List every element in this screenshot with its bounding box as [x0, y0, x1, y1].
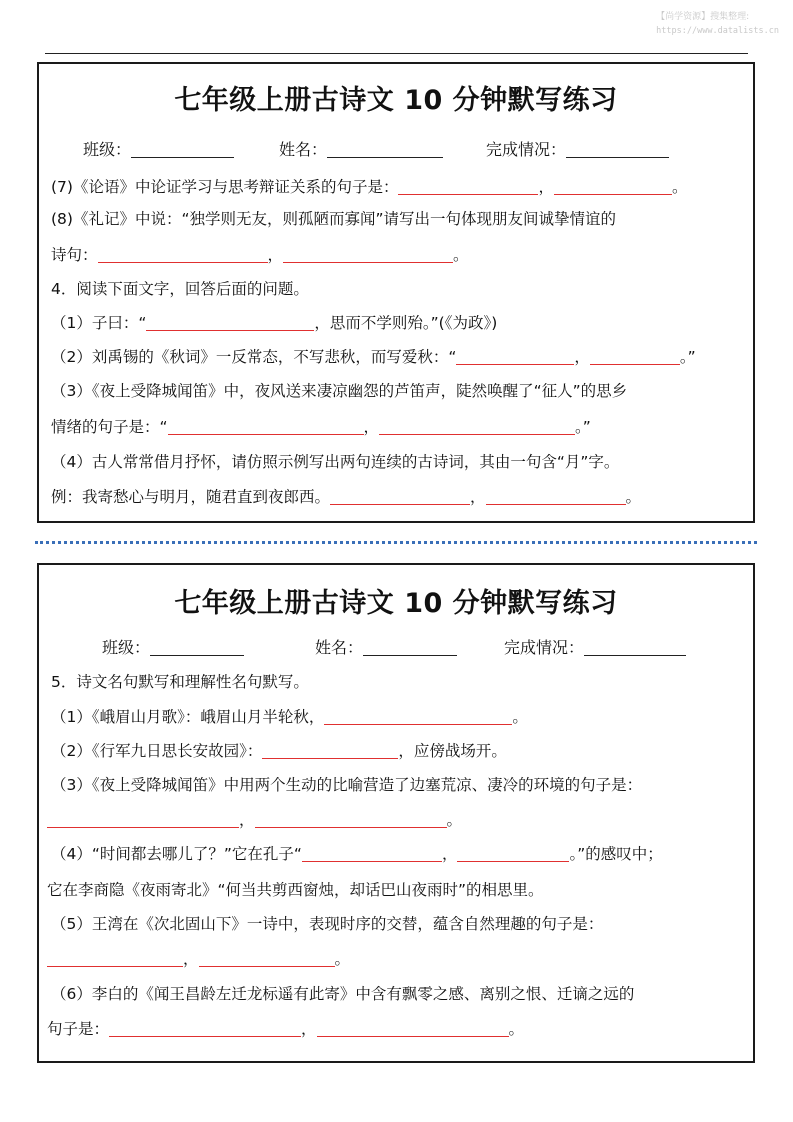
- question-text: 例：我寄愁心与明月，随君直到夜郎西。: [51, 488, 331, 506]
- answer-blank[interactable]: [302, 847, 442, 862]
- punct-quote-period: 。”: [679, 348, 696, 366]
- status-label: 完成情况：: [486, 140, 567, 159]
- name-blank[interactable]: [327, 143, 443, 158]
- answer-blank[interactable]: [590, 350, 680, 365]
- status-label: 完成情况：: [504, 638, 585, 657]
- answer-blank[interactable]: [330, 490, 470, 505]
- question-4-1: [51, 311, 497, 333]
- answer-blank[interactable]: [47, 952, 183, 967]
- answer-blank[interactable]: [457, 847, 569, 862]
- worksheet-title: 七年级上册古诗文 10 分钟默写练习: [174, 85, 618, 116]
- answer-blank[interactable]: [255, 813, 447, 828]
- question-text: （1）《峨眉山月歌》：峨眉山月半轮秋，: [51, 708, 325, 726]
- punct-comma: ，: [239, 811, 255, 829]
- question-text: 诗句：: [51, 246, 98, 264]
- answer-blank[interactable]: [199, 952, 335, 967]
- worksheet-card-2: [37, 563, 755, 1063]
- class-blank[interactable]: [131, 143, 234, 158]
- question-4-4-answer: [51, 485, 641, 507]
- question-5-2: [51, 739, 507, 761]
- question-text: ，应傍战场开。: [398, 742, 507, 760]
- question-text: 情绪的句子是：“: [51, 418, 168, 436]
- answer-blank[interactable]: [146, 316, 314, 331]
- question-text: （3）《夜上受降城闻笛》中，夜风送来凄凉幽怨的芦笛声，陡然唤醒了“征人”的思乡: [51, 382, 628, 400]
- punct-comma: ，: [441, 845, 458, 863]
- question-text: （5）王湾在《次北固山下》一诗中，表现时序的交替，蕴含自然理趣的句子是：: [51, 915, 604, 933]
- question-8: [51, 207, 616, 229]
- question-4-heading: 4．阅读下面文字，回答后面的问题。: [51, 280, 309, 298]
- punct-period: 。: [671, 178, 688, 196]
- name-field: [279, 137, 443, 160]
- punct-period: 。: [569, 845, 578, 863]
- punct-comma: ，: [363, 418, 380, 436]
- header-rule: [45, 53, 748, 54]
- punct-comma: ，: [574, 348, 590, 366]
- question-5-5-answer: [47, 947, 350, 969]
- question-text: （1）子曰：“: [51, 314, 147, 332]
- class-field: [102, 635, 244, 658]
- question-text: ”的感叹中；: [577, 845, 663, 863]
- punct-period: 。: [508, 1020, 525, 1038]
- status-blank[interactable]: [566, 143, 669, 158]
- question-5-3: [51, 773, 642, 795]
- question-text: （4）“时间都去哪儿了？”它在孔子“: [51, 845, 302, 863]
- answer-blank[interactable]: [554, 180, 672, 195]
- watermark: [656, 10, 779, 38]
- answer-blank[interactable]: [262, 744, 398, 759]
- question-5-heading: 5．诗文名句默写和理解性名句默写。: [51, 673, 309, 691]
- answer-blank[interactable]: [168, 420, 364, 435]
- punct-comma: ，: [301, 1020, 317, 1038]
- question-7: [51, 175, 688, 197]
- answer-blank[interactable]: [317, 1022, 509, 1037]
- answer-blank[interactable]: [456, 350, 574, 365]
- punct-comma: ，: [538, 178, 554, 196]
- name-label: 姓名：: [315, 638, 364, 657]
- question-text: 句子是：: [47, 1020, 110, 1038]
- question-4-3: [51, 379, 627, 401]
- answer-blank[interactable]: [324, 710, 512, 725]
- question-4-3-answer: [51, 415, 591, 437]
- answer-blank[interactable]: [486, 490, 626, 505]
- name-label: 姓名：: [279, 140, 328, 159]
- status-field: [486, 137, 669, 160]
- question-5-1: [51, 705, 528, 727]
- question-5-4-b: [47, 878, 544, 900]
- question-text: (7)《论语》中论证学习与思考辩证关系的句子是：: [51, 178, 399, 196]
- question-5-6: [51, 982, 634, 1004]
- status-field: [504, 635, 686, 658]
- question-text: （3）《夜上受降城闻笛》中用两个生动的比喻营造了边塞荒凉、凄冷的环境的句子是：: [51, 776, 643, 794]
- question-5-5: [51, 912, 603, 934]
- punct-period: 。: [334, 950, 351, 968]
- question-text: （4）古人常常借月抒怀，请仿照示例写出两句连续的古诗词，其由一句含“月”字。: [51, 453, 620, 471]
- question-text: （6）李白的《闻王昌龄左迁龙标遥有此寄》中含有飘零之感、离别之恨、迁谪之远的: [51, 985, 635, 1003]
- answer-blank[interactable]: [109, 1022, 301, 1037]
- question-text: 它在李商隐《夜雨寄北》“何当共剪西窗烛，却话巴山夜雨时”的相思里。: [47, 881, 544, 899]
- class-field: [83, 137, 234, 160]
- watermark-url: https://www.datalists.cn: [656, 26, 779, 36]
- question-text: (8)《礼记》中说：“独学则无友，则孤陋而寡闻”请写出一句体现朋友间诚挚情谊的: [51, 210, 617, 228]
- punct-period: 。: [453, 246, 469, 264]
- punct-period: 。: [446, 811, 463, 829]
- answer-blank[interactable]: [47, 813, 239, 828]
- punct-period: 。: [625, 488, 642, 506]
- punct-comma: ，: [183, 950, 199, 968]
- question-5-3-answer: [47, 808, 462, 830]
- punct-comma: ，: [267, 246, 284, 264]
- class-blank[interactable]: [150, 641, 244, 656]
- punct-comma: ，: [470, 488, 486, 506]
- class-label: 班级：: [83, 140, 132, 159]
- worksheet-title: 七年级上册古诗文 10 分钟默写练习: [174, 588, 618, 619]
- answer-blank[interactable]: [98, 248, 268, 263]
- question-4-4: [51, 450, 619, 472]
- answer-blank[interactable]: [379, 420, 575, 435]
- question-5-6-answer: [47, 1017, 524, 1039]
- question-text: ，思而不学则殆。”(《为政》): [314, 314, 498, 332]
- question-text: （2）《行军九日思长安故园》：: [51, 742, 263, 760]
- name-blank[interactable]: [363, 641, 457, 656]
- name-field: [315, 635, 457, 658]
- class-label: 班级：: [102, 638, 151, 657]
- punct-period: 。: [512, 708, 528, 726]
- dotted-divider: [35, 541, 757, 544]
- question-text: （2）刘禹锡的《秋词》一反常态，不写悲秋，而写爱秋：“: [51, 348, 457, 366]
- answer-blank[interactable]: [283, 248, 453, 263]
- status-blank[interactable]: [584, 641, 686, 656]
- question-8-answer: [51, 243, 469, 265]
- question-5-4: [51, 842, 663, 864]
- watermark-brand: 【尚学资源】搜集整理:: [656, 12, 750, 22]
- worksheet-card-1: [37, 62, 755, 523]
- answer-blank[interactable]: [398, 180, 538, 195]
- punct-quote-period: 。”: [575, 418, 591, 436]
- question-4-2: [51, 345, 696, 367]
